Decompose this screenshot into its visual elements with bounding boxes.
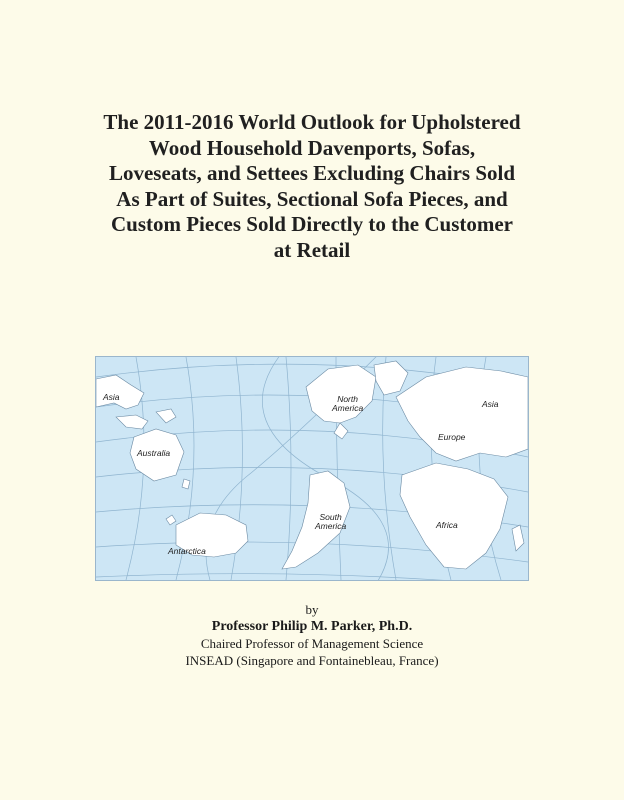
author-name: Professor Philip M. Parker, Ph.D. [211, 619, 413, 634]
map-label-asia-right: Asia [482, 399, 499, 409]
book-title [40, 110, 584, 263]
landmasses [96, 361, 528, 569]
map-label-north-america [332, 395, 363, 413]
map-label-america: America [315, 521, 347, 531]
title-line: Wood Household Davenports, Sofas, [148, 135, 476, 160]
author-affiliation: INSEAD (Singapore and Fontainebleau, France) [185, 653, 439, 668]
map-label-south-america [315, 513, 346, 531]
map-label-antarctica: Antarctica [168, 546, 206, 556]
map-label-south: South [319, 512, 342, 522]
map-label-africa: Africa [436, 520, 458, 530]
map-label-north: North [337, 394, 358, 404]
title-line: at Retail [273, 237, 351, 262]
title-line: Custom Pieces Sold Directly to the Customer [110, 212, 514, 236]
map-label-australia: Australia [137, 448, 171, 458]
map-label-asia-left: Asia [103, 392, 120, 402]
world-map-graphic [96, 357, 528, 580]
title-line: The 2011-2016 World Outlook for Upholstered [103, 110, 521, 134]
byline-by: by [305, 602, 319, 617]
byline [0, 601, 624, 669]
map-label-europe: Europe [438, 432, 466, 442]
title-line: As Part of Suites, Sectional Sofa Pieces, and [116, 186, 508, 211]
map-label-america: America [332, 403, 364, 413]
world-map [95, 356, 529, 581]
author-position: Chaired Professor of Management Science [200, 636, 424, 651]
title-line: Loveseats, and Settees Excluding Chairs Sold [108, 161, 516, 185]
eurasia-land [396, 367, 528, 461]
africa-land [400, 463, 508, 569]
